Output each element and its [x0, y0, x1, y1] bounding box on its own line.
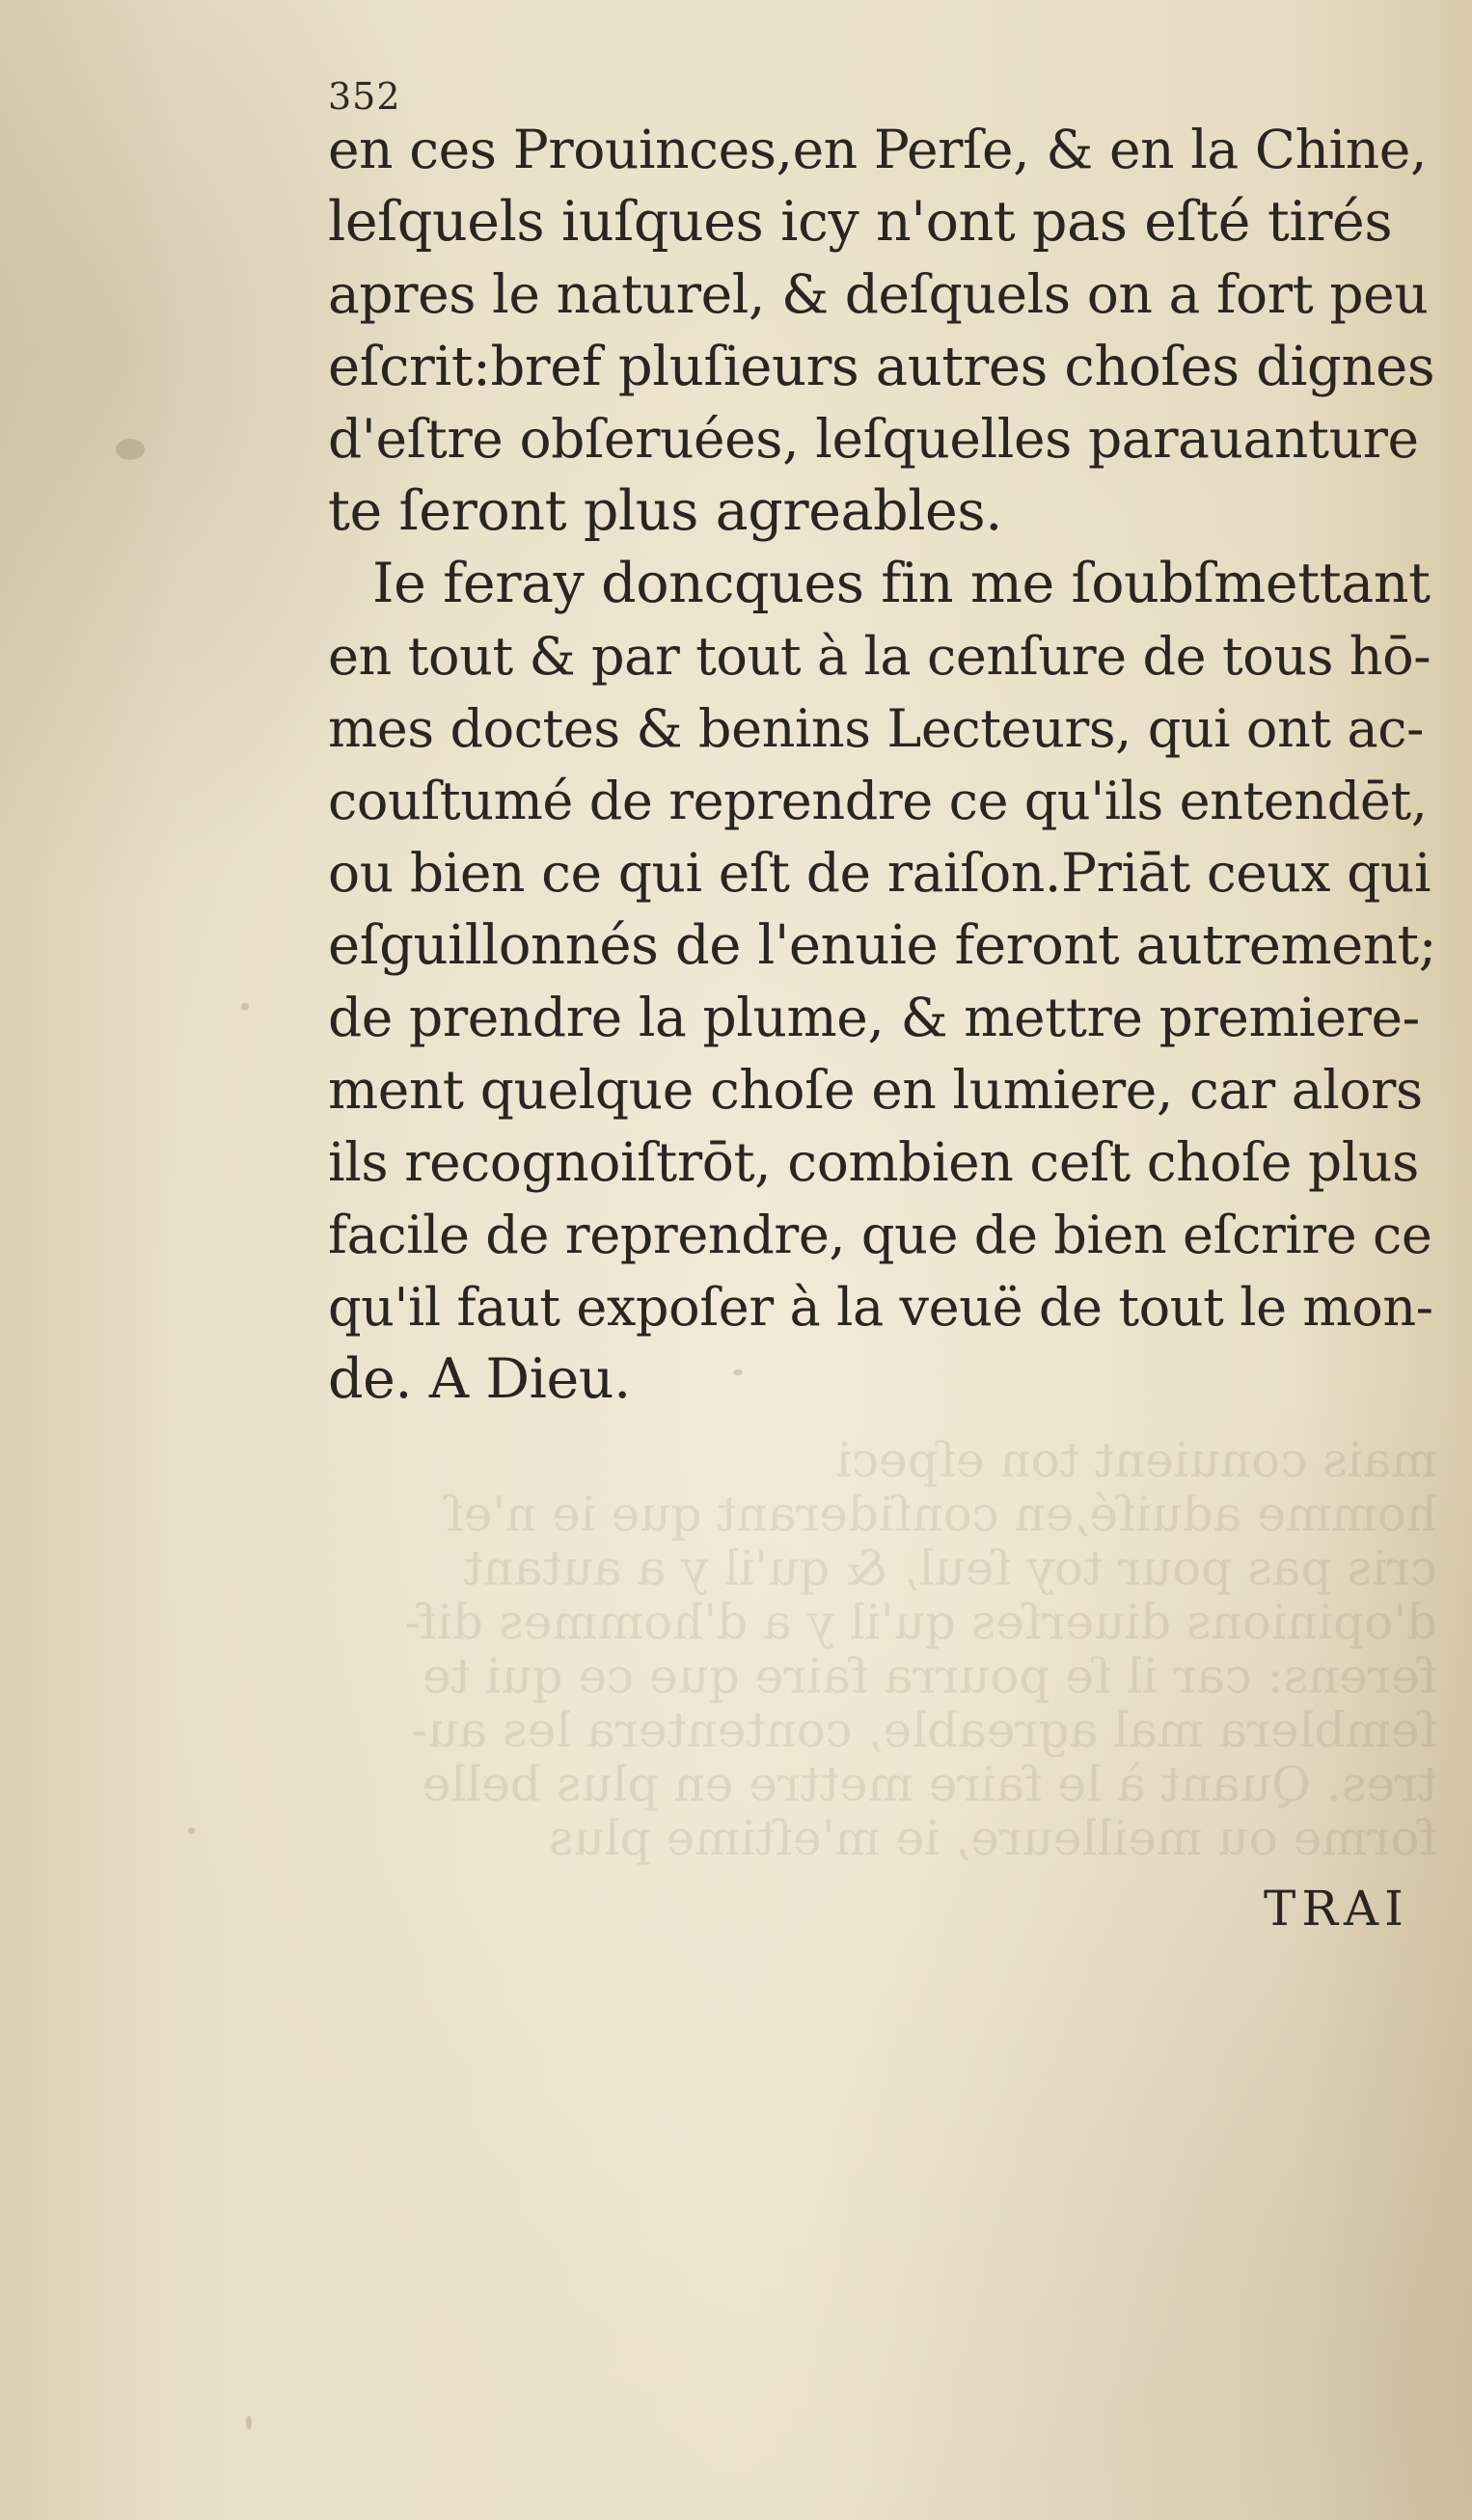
- text-line: ou bien ce qui eſt de raiſon.Priāt ceux qui: [328, 842, 1431, 904]
- text-line: te ſeront plus agreables.: [328, 479, 1002, 543]
- page-number: 352: [328, 75, 401, 118]
- show-through-bleed: mais conuient ton eſpeci homme aduiſé,en conſiderant que ie n'eſ cris pas pour toy ſeul, & qu'il y a autant d'opinions diuerſes qu'il y a d'hommes dif- ferens: car il ſe pourra faire que ce qui te ſemblera mal agreable, contentera les au- tres. Quant à le faire mettre en plus belle forme ou meilleure, ie m'eſtime plus: [404, 1432, 1437, 1866]
- text-line: Ie feray doncques fin me ſoubſmettant: [372, 552, 1431, 615]
- text-line: eſguillonnés de l'enuie feront autrement;: [328, 914, 1437, 977]
- text-line: leſquels iuſques icy n'ont pas eſté tirés: [328, 190, 1393, 254]
- text-line: eſcrit:bref pluſieurs autres choſes dignes: [328, 336, 1435, 398]
- foxing-spot: [116, 439, 145, 460]
- text-line: couſtumé de reprendre ce qu'ils entendēt,: [328, 771, 1428, 831]
- body-text: [328, 114, 1437, 1416]
- text-line: de. A Dieu.: [328, 1347, 631, 1411]
- text-line: qu'il faut expoſer à la veuë de tout le mon-: [328, 1277, 1433, 1338]
- catchword: TRAI: [1264, 1881, 1409, 1937]
- text-line: de prendre la plume, & mettre premiere-: [328, 987, 1420, 1048]
- text-line: ment quelque choſe en lumiere, car alors: [328, 1059, 1423, 1121]
- foxing-spot: [188, 1828, 195, 1834]
- text-line: facile de reprendre, que de bien eſcrire ce: [328, 1205, 1432, 1265]
- text-line: en ces Prouinces,en Perſe, & en la Chine,: [328, 119, 1428, 180]
- text-line: ils recognoiſtrōt, combien ceſt choſe plus: [328, 1131, 1419, 1193]
- text-line: en tout & par tout à la cenſure de tous hō-: [328, 626, 1431, 687]
- text-line: mes doctes & benins Lecteurs, qui ont ac-: [328, 698, 1424, 759]
- foxing-spot: [246, 2416, 252, 2429]
- text-line: apres le naturel, & deſquels on a fort peu: [328, 263, 1429, 325]
- foxing-spot: [241, 1003, 249, 1011]
- text-line: d'eſtre obſeruées, leſquelles parauanture: [328, 408, 1419, 470]
